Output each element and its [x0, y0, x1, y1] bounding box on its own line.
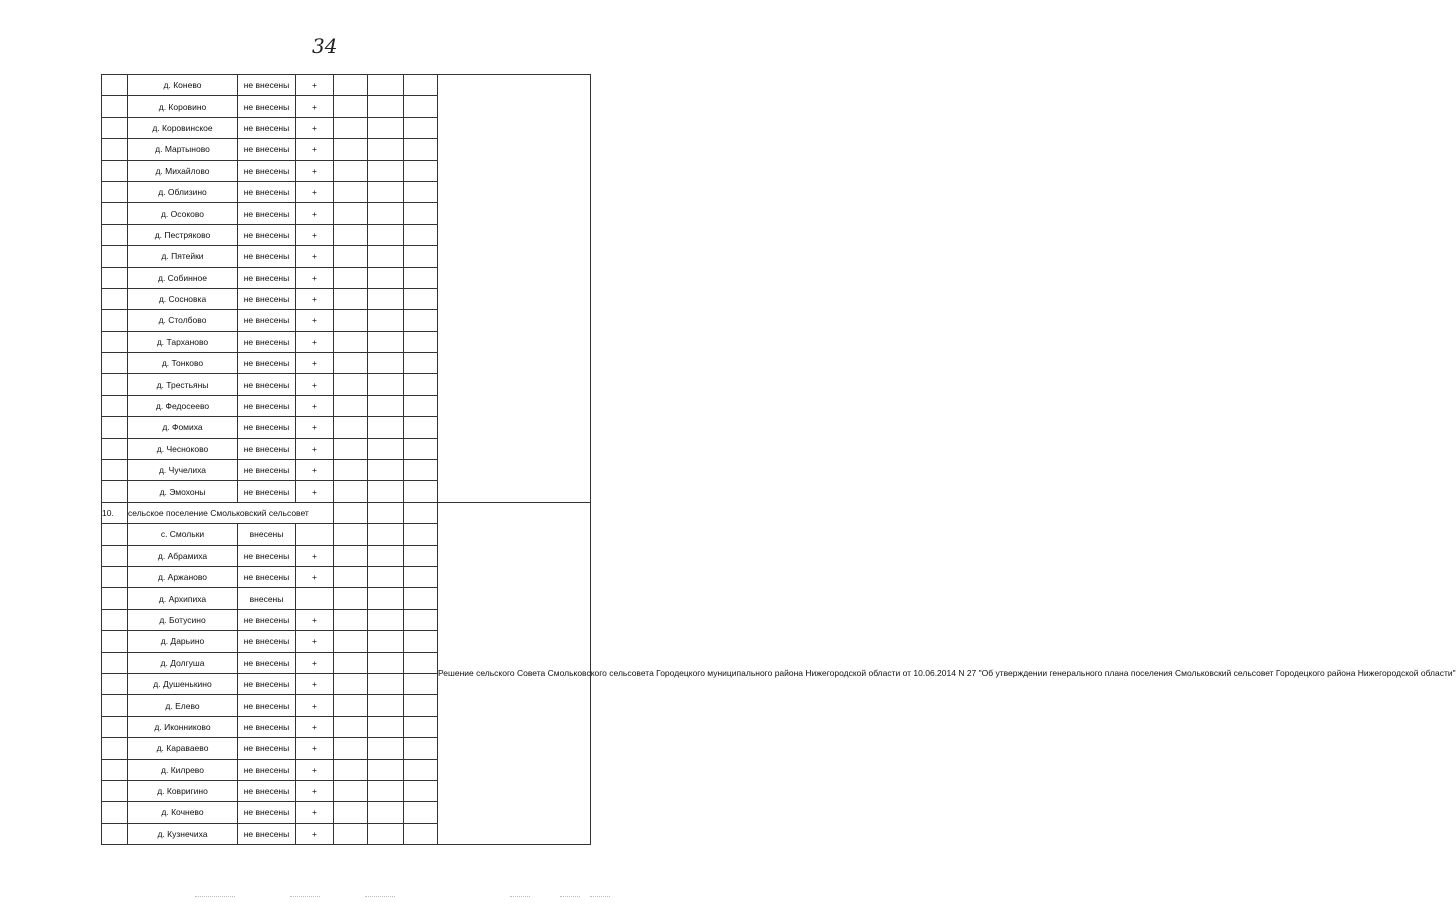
- settlement-name: д. Душенькино: [128, 673, 238, 694]
- empty-cell: [334, 738, 368, 759]
- empty-cell: [368, 759, 404, 780]
- changes-status: не внесены: [238, 374, 296, 395]
- empty-cell: [368, 545, 404, 566]
- empty-cell: [334, 395, 368, 416]
- changes-status: не внесены: [238, 417, 296, 438]
- empty-cell: [334, 502, 368, 523]
- changes-status: не внесены: [238, 203, 296, 224]
- changes-status: не внесены: [238, 395, 296, 416]
- row-number-cell: [102, 160, 128, 181]
- settlement-name: д. Ковригино: [128, 780, 238, 801]
- changes-status: не внесены: [238, 288, 296, 309]
- plus-mark: +: [296, 181, 334, 202]
- plus-mark: +: [296, 759, 334, 780]
- plus-mark: +: [296, 738, 334, 759]
- empty-cell: [334, 353, 368, 374]
- changes-status: не внесены: [238, 460, 296, 481]
- empty-cell: [368, 460, 404, 481]
- row-number-cell: [102, 759, 128, 780]
- row-number-cell: [102, 246, 128, 267]
- empty-cell: [368, 139, 404, 160]
- settlement-name: д. Абрамиха: [128, 545, 238, 566]
- empty-cell: [368, 652, 404, 673]
- changes-status: не внесены: [238, 160, 296, 181]
- settlement-name: д. Конево: [128, 75, 238, 96]
- changes-status: не внесены: [238, 673, 296, 694]
- empty-cell: [368, 524, 404, 545]
- plus-mark: +: [296, 96, 334, 117]
- empty-cell: [404, 631, 438, 652]
- empty-cell: [404, 759, 438, 780]
- empty-cell: [368, 588, 404, 609]
- row-number-cell: [102, 224, 128, 245]
- page-number: 34: [312, 34, 338, 58]
- plus-mark: +: [296, 331, 334, 352]
- settlements-table-body: [102, 75, 1456, 845]
- footer-mark: [590, 896, 610, 898]
- row-number-cell: [102, 331, 128, 352]
- empty-cell: [368, 117, 404, 138]
- empty-cell: [368, 631, 404, 652]
- empty-cell: [334, 267, 368, 288]
- changes-status: не внесены: [238, 96, 296, 117]
- section-header-row: [102, 502, 591, 523]
- changes-status: не внесены: [238, 139, 296, 160]
- plus-mark: [296, 588, 334, 609]
- settlement-name: д. Аржаново: [128, 566, 238, 587]
- changes-status: не внесены: [238, 353, 296, 374]
- empty-cell: [334, 695, 368, 716]
- changes-status: внесены: [238, 588, 296, 609]
- empty-cell: [368, 246, 404, 267]
- settlement-name: д. Иконниково: [128, 716, 238, 737]
- plus-mark: +: [296, 438, 334, 459]
- plus-mark: +: [296, 481, 334, 502]
- footer-mark: [290, 896, 320, 898]
- empty-cell: [404, 310, 438, 331]
- changes-status: не внесены: [238, 267, 296, 288]
- empty-cell: [404, 288, 438, 309]
- empty-cell: [368, 417, 404, 438]
- empty-cell: [368, 609, 404, 630]
- changes-status: не внесены: [238, 716, 296, 737]
- empty-cell: [334, 716, 368, 737]
- changes-status: не внесены: [238, 481, 296, 502]
- row-number-cell: [102, 395, 128, 416]
- plus-mark: +: [296, 545, 334, 566]
- plus-mark: +: [296, 267, 334, 288]
- plus-mark: +: [296, 224, 334, 245]
- empty-cell: [368, 181, 404, 202]
- empty-cell: [404, 502, 438, 523]
- settlement-name: д. Мартыново: [128, 139, 238, 160]
- empty-cell: [404, 75, 438, 96]
- plus-mark: +: [296, 310, 334, 331]
- plus-mark: +: [296, 288, 334, 309]
- plus-mark: +: [296, 203, 334, 224]
- row-number-cell: [102, 738, 128, 759]
- empty-cell: [404, 160, 438, 181]
- row-number-cell: [102, 374, 128, 395]
- empty-cell: [334, 224, 368, 245]
- row-number-cell: [102, 75, 128, 96]
- row-number-cell: [102, 588, 128, 609]
- plus-mark: +: [296, 566, 334, 587]
- settlement-name: д. Осоково: [128, 203, 238, 224]
- row-number-cell: [102, 652, 128, 673]
- row-number-cell: [102, 609, 128, 630]
- row-number-cell: [102, 460, 128, 481]
- changes-status: не внесены: [238, 652, 296, 673]
- plus-mark: +: [296, 823, 334, 844]
- empty-cell: [334, 524, 368, 545]
- plus-mark: +: [296, 246, 334, 267]
- empty-cell: [334, 460, 368, 481]
- empty-cell: [368, 288, 404, 309]
- changes-status: не внесены: [238, 823, 296, 844]
- empty-cell: [334, 160, 368, 181]
- plus-mark: +: [296, 460, 334, 481]
- changes-status: не внесены: [238, 438, 296, 459]
- empty-cell: [404, 780, 438, 801]
- plus-mark: +: [296, 609, 334, 630]
- empty-cell: [334, 310, 368, 331]
- settlement-name: д. Сосновка: [128, 288, 238, 309]
- settlement-name: д. Фомиха: [128, 417, 238, 438]
- plus-mark: +: [296, 673, 334, 694]
- empty-cell: [404, 117, 438, 138]
- row-number-cell: [102, 545, 128, 566]
- empty-cell: [404, 566, 438, 587]
- row-number-cell: [102, 780, 128, 801]
- empty-cell: [334, 117, 368, 138]
- document-cell: [438, 75, 591, 503]
- row-number-cell: [102, 716, 128, 737]
- changes-status: не внесены: [238, 224, 296, 245]
- changes-status: не внесены: [238, 331, 296, 352]
- settlement-name: д. Архипиха: [128, 588, 238, 609]
- plus-mark: +: [296, 695, 334, 716]
- empty-cell: [404, 353, 438, 374]
- empty-cell: [368, 203, 404, 224]
- changes-status: не внесены: [238, 802, 296, 823]
- settlement-name: д. Михайлово: [128, 160, 238, 181]
- settlement-name: д. Кузнечиха: [128, 823, 238, 844]
- row-number-cell: [102, 310, 128, 331]
- footer-mark: [560, 896, 580, 898]
- row-number-cell: [102, 802, 128, 823]
- empty-cell: [368, 566, 404, 587]
- plus-mark: +: [296, 160, 334, 181]
- row-number-cell: [102, 566, 128, 587]
- empty-cell: [334, 438, 368, 459]
- plus-mark: +: [296, 395, 334, 416]
- row-number-cell: [102, 203, 128, 224]
- row-number-cell: [102, 267, 128, 288]
- empty-cell: [368, 310, 404, 331]
- plus-mark: +: [296, 631, 334, 652]
- row-number-cell: [102, 481, 128, 502]
- settlement-name: с. Смольки: [128, 524, 238, 545]
- empty-cell: [334, 631, 368, 652]
- empty-cell: [368, 738, 404, 759]
- settlement-name: д. Собинное: [128, 267, 238, 288]
- settlement-name: д. Столбово: [128, 310, 238, 331]
- empty-cell: [368, 353, 404, 374]
- row-number-cell: [102, 117, 128, 138]
- empty-cell: [404, 652, 438, 673]
- empty-cell: [404, 139, 438, 160]
- empty-cell: [404, 460, 438, 481]
- empty-cell: [334, 96, 368, 117]
- empty-cell: [404, 673, 438, 694]
- changes-status: не внесены: [238, 759, 296, 780]
- row-number-cell: [102, 139, 128, 160]
- empty-cell: [404, 224, 438, 245]
- empty-cell: [334, 823, 368, 844]
- changes-status: не внесены: [238, 695, 296, 716]
- changes-status: не внесены: [238, 181, 296, 202]
- settlement-name: д. Дарьино: [128, 631, 238, 652]
- empty-cell: [368, 96, 404, 117]
- row-number-cell: [102, 96, 128, 117]
- empty-cell: [404, 695, 438, 716]
- settlement-name: д. Эмохоны: [128, 481, 238, 502]
- footer-mark: [510, 896, 530, 898]
- empty-cell: [334, 374, 368, 395]
- empty-cell: [404, 181, 438, 202]
- empty-cell: [404, 823, 438, 844]
- empty-cell: [334, 75, 368, 96]
- empty-cell: [368, 160, 404, 181]
- settlement-name: д. Елево: [128, 695, 238, 716]
- empty-cell: [404, 438, 438, 459]
- row-number-cell: [102, 353, 128, 374]
- settlement-name: д. Пестряково: [128, 224, 238, 245]
- empty-cell: [368, 395, 404, 416]
- empty-cell: [404, 545, 438, 566]
- plus-mark: +: [296, 353, 334, 374]
- plus-mark: +: [296, 417, 334, 438]
- empty-cell: [334, 566, 368, 587]
- empty-cell: [404, 609, 438, 630]
- empty-cell: [404, 374, 438, 395]
- plus-mark: +: [296, 117, 334, 138]
- plus-mark: +: [296, 652, 334, 673]
- settlement-name: д. Килрево: [128, 759, 238, 780]
- settlements-table: [101, 74, 1456, 845]
- empty-cell: [334, 609, 368, 630]
- row-number-cell: [102, 181, 128, 202]
- table-row: [102, 75, 591, 96]
- section-number: 10.: [102, 502, 128, 523]
- row-number-cell: [102, 524, 128, 545]
- plus-mark: +: [296, 716, 334, 737]
- empty-cell: [368, 823, 404, 844]
- settlement-name: д. Коровино: [128, 96, 238, 117]
- plus-mark: +: [296, 75, 334, 96]
- empty-cell: [334, 288, 368, 309]
- settlement-name: д. Ботусино: [128, 609, 238, 630]
- empty-cell: [404, 395, 438, 416]
- empty-cell: [404, 738, 438, 759]
- empty-cell: [334, 246, 368, 267]
- footer-mark: [195, 896, 235, 898]
- empty-cell: [334, 417, 368, 438]
- settlement-name: д. Пятейки: [128, 246, 238, 267]
- empty-cell: [334, 331, 368, 352]
- changes-status: не внесены: [238, 631, 296, 652]
- empty-cell: [404, 481, 438, 502]
- settlement-name: д. Чесноково: [128, 438, 238, 459]
- empty-cell: [334, 673, 368, 694]
- changes-status: не внесены: [238, 738, 296, 759]
- changes-status: не внесены: [238, 566, 296, 587]
- empty-cell: [404, 716, 438, 737]
- changes-status: не внесены: [238, 545, 296, 566]
- empty-cell: [404, 96, 438, 117]
- empty-cell: [368, 802, 404, 823]
- empty-cell: [368, 695, 404, 716]
- empty-cell: [404, 417, 438, 438]
- empty-cell: [368, 224, 404, 245]
- row-number-cell: [102, 417, 128, 438]
- settlement-name: д. Тонково: [128, 353, 238, 374]
- empty-cell: [368, 331, 404, 352]
- empty-cell: [334, 181, 368, 202]
- empty-cell: [334, 802, 368, 823]
- empty-cell: [334, 203, 368, 224]
- empty-cell: [368, 716, 404, 737]
- changes-status: не внесены: [238, 609, 296, 630]
- section-document: Решение сельского Совета Смольковского сельсовета Городецкого муниципального района Нижегородской области от 10.06.2014 N 27 "Об утверждении генерального плана поселения Смольковский сельсовет Городецкого района Нижегородской области": [438, 502, 591, 844]
- changes-status: не внесены: [238, 117, 296, 138]
- changes-status: не внесены: [238, 246, 296, 267]
- empty-cell: [404, 524, 438, 545]
- row-number-cell: [102, 673, 128, 694]
- settlement-name: д. Коровинское: [128, 117, 238, 138]
- settlement-name: д. Трестьяны: [128, 374, 238, 395]
- row-number-cell: [102, 288, 128, 309]
- empty-cell: [368, 75, 404, 96]
- plus-mark: +: [296, 139, 334, 160]
- empty-cell: [368, 438, 404, 459]
- settlement-name: д. Долгуша: [128, 652, 238, 673]
- settlement-name: д. Чучелиха: [128, 460, 238, 481]
- empty-cell: [334, 759, 368, 780]
- row-number-cell: [102, 438, 128, 459]
- settlement-name: д. Облизино: [128, 181, 238, 202]
- empty-cell: [334, 588, 368, 609]
- settlement-name: д. Кочнево: [128, 802, 238, 823]
- section-name: сельское поселение Смольковский сельсовет: [128, 502, 334, 523]
- plus-mark: [296, 524, 334, 545]
- empty-cell: [404, 802, 438, 823]
- empty-cell: [368, 374, 404, 395]
- empty-cell: [334, 139, 368, 160]
- settlement-name: д. Федосеево: [128, 395, 238, 416]
- empty-cell: [334, 780, 368, 801]
- empty-cell: [404, 246, 438, 267]
- settlement-name: д. Тарханово: [128, 331, 238, 352]
- row-number-cell: [102, 823, 128, 844]
- empty-cell: [334, 481, 368, 502]
- empty-cell: [368, 267, 404, 288]
- empty-cell: [404, 588, 438, 609]
- empty-cell: [334, 545, 368, 566]
- empty-cell: [404, 331, 438, 352]
- plus-mark: +: [296, 802, 334, 823]
- changes-status: не внесены: [238, 75, 296, 96]
- empty-cell: [368, 780, 404, 801]
- plus-mark: +: [296, 374, 334, 395]
- empty-cell: [404, 203, 438, 224]
- settlement-name: д. Караваево: [128, 738, 238, 759]
- empty-cell: [404, 267, 438, 288]
- empty-cell: [368, 502, 404, 523]
- row-number-cell: [102, 695, 128, 716]
- changes-status: внесены: [238, 524, 296, 545]
- empty-cell: [368, 673, 404, 694]
- empty-cell: [334, 652, 368, 673]
- empty-cell: [368, 481, 404, 502]
- footer-mark: [365, 896, 395, 898]
- row-number-cell: [102, 631, 128, 652]
- changes-status: не внесены: [238, 780, 296, 801]
- plus-mark: +: [296, 780, 334, 801]
- changes-status: не внесены: [238, 310, 296, 331]
